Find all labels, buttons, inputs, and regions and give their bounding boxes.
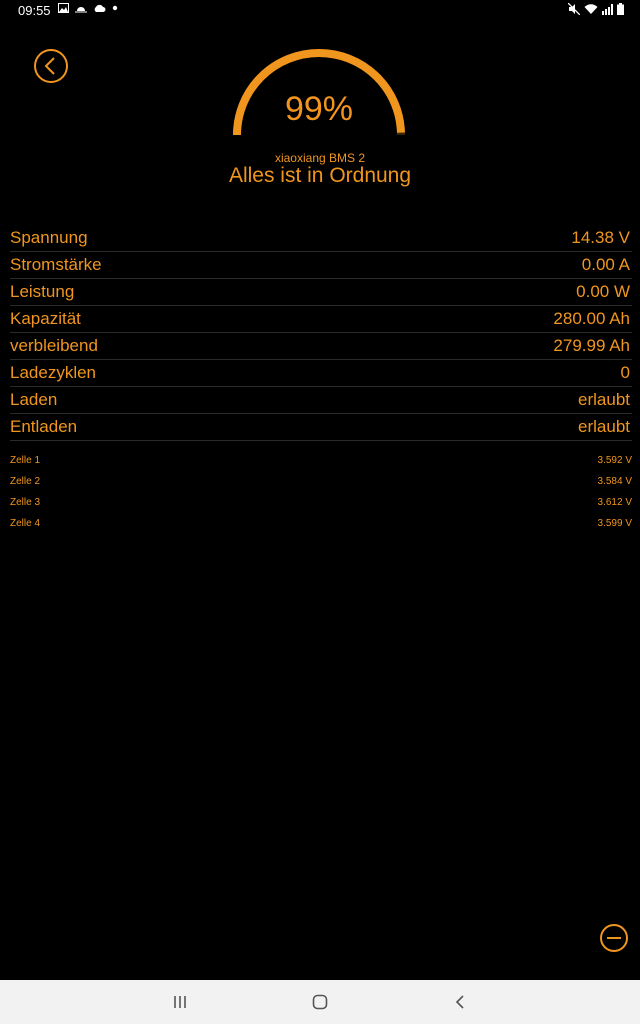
metric-row-entladen	[10, 414, 632, 441]
metric-value: 0.00 A	[581, 255, 630, 274]
cell-label: Zelle 4	[10, 518, 41, 529]
status-left-icons	[58, 3, 118, 13]
recent-apps-button[interactable]	[165, 990, 195, 1014]
charge-gauge	[232, 48, 406, 138]
metric-label: Kapazität	[10, 309, 81, 328]
charge-percent-label: 99%	[284, 90, 354, 128]
back-icon	[455, 994, 465, 1010]
cell-label: Zelle 1	[10, 455, 41, 466]
metric-label: Entladen	[10, 417, 78, 436]
minus-circle-button[interactable]	[600, 924, 628, 952]
metric-row-spannung	[10, 225, 632, 252]
cell-row	[10, 513, 632, 534]
metric-value: 14.38 V	[571, 228, 630, 247]
status-right-icons	[568, 3, 624, 15]
cell-row	[10, 471, 632, 492]
cell-voltages-list	[10, 450, 632, 534]
home-icon	[312, 994, 328, 1010]
nav-back-button[interactable]	[445, 990, 475, 1014]
system-nav-bar	[0, 980, 640, 1024]
cell-value: 3.584 V	[597, 476, 632, 487]
image-icon	[58, 3, 69, 13]
metric-label: Leistung	[10, 282, 75, 301]
metric-value: 280.00 Ah	[553, 309, 630, 328]
wifi-icon	[584, 4, 598, 15]
metric-row-leistung	[10, 279, 632, 306]
signal-icon	[602, 4, 613, 15]
status-message: Alles ist in Ordnung	[228, 164, 412, 187]
metric-row-laden	[10, 387, 632, 414]
metric-row-stromstaerke	[10, 252, 632, 279]
cell-label: Zelle 3	[10, 497, 41, 508]
cell-row	[10, 450, 632, 471]
mute-icon	[568, 3, 580, 15]
metric-value: erlaubt	[578, 417, 630, 436]
cloud-icon	[93, 4, 106, 13]
metric-row-ladezyklen	[10, 360, 632, 387]
dot-icon	[112, 5, 118, 11]
recent-apps-icon	[173, 995, 187, 1009]
cell-label: Zelle 2	[10, 476, 41, 487]
cell-value: 3.612 V	[597, 497, 632, 508]
chevron-left-icon	[44, 57, 56, 75]
metric-value: erlaubt	[578, 390, 630, 409]
metric-row-kapazitaet	[10, 306, 632, 333]
device-name: xiaoxiang BMS 2	[274, 151, 366, 165]
back-button[interactable]	[34, 49, 68, 83]
battery-icon	[617, 3, 624, 15]
metric-label: Stromstärke	[10, 255, 102, 274]
cell-value: 3.599 V	[597, 518, 632, 529]
cell-row	[10, 492, 632, 513]
metric-label: Spannung	[10, 228, 88, 247]
metrics-list	[10, 225, 632, 441]
status-bar	[0, 0, 640, 22]
metric-label: Laden	[10, 390, 58, 409]
metric-value: 279.99 Ah	[553, 336, 630, 355]
metric-row-verbleibend	[10, 333, 632, 360]
metric-value: 0.00 W	[576, 282, 630, 301]
metric-value: 0	[620, 363, 630, 382]
home-button[interactable]	[305, 990, 335, 1014]
metric-label: verbleibend	[10, 336, 98, 355]
minus-icon	[607, 937, 621, 939]
sunrise-icon	[75, 3, 87, 13]
metric-label: Ladezyklen	[10, 363, 97, 382]
status-time: 09:55	[18, 3, 51, 18]
cell-value: 3.592 V	[597, 455, 632, 466]
